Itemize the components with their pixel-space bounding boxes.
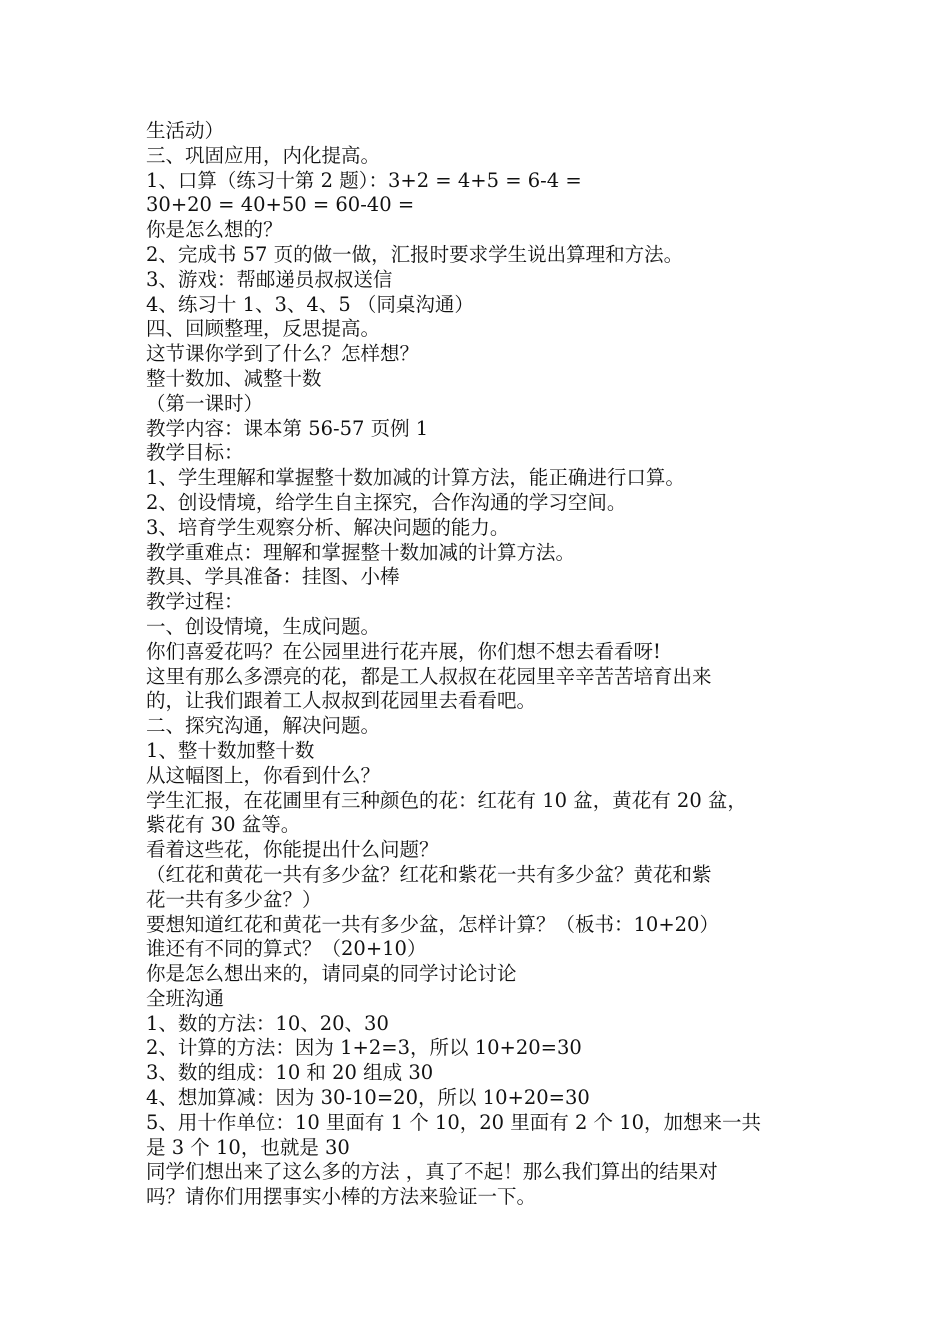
text-line: 全班沟通 bbox=[146, 986, 225, 1010]
text-line: 这节课你学到了什么？怎样想？ bbox=[146, 342, 420, 366]
text-line: 3、数的组成：10 和 20 组成 30 bbox=[146, 1061, 434, 1085]
text-line: 30+20 = 40+50 = 60-40 = bbox=[146, 193, 415, 217]
text-line: 教具、学具准备：挂图、小棒 bbox=[146, 565, 400, 589]
text-line: 2、计算的方法：因为 1+2=3，所以 10+20=30 bbox=[146, 1036, 582, 1060]
text-line: 这里有那么多漂亮的花，都是工人叔叔在花园里辛辛苦苦培育出来 bbox=[146, 664, 712, 688]
text-line: 1、口算（练习十第 2 题）：3+2 = 4+5 = 6-4 = bbox=[146, 168, 582, 192]
text-line: 4、想加算减：因为 30-10=20，所以 10+20=30 bbox=[146, 1086, 590, 1110]
text-line: 3、培育学生观察分析、解决问题的能力。 bbox=[146, 515, 510, 539]
text-line: 1、整十数加整十数 bbox=[146, 738, 315, 762]
text-line: 2、完成书 57 页的做一做，汇报时要求学生说出算理和方法。 bbox=[146, 242, 684, 266]
text-line: 谁还有不同的算式？（20+10） bbox=[146, 937, 427, 961]
text-line: 学生汇报，在花圃里有三种颜色的花：红花有 10 盆，黄花有 20 盆， bbox=[146, 788, 747, 812]
text-line: 你是怎么想出来的，请同桌的同学讨论讨论 bbox=[146, 962, 517, 986]
text-line: 生活动） bbox=[146, 119, 225, 142]
text-line: 花一共有多少盆？） bbox=[146, 887, 322, 911]
text-line: 教学内容：课本第 56-57 页例 1 bbox=[146, 416, 429, 440]
section-heading: 三、巩固应用，内化提高。 bbox=[146, 143, 381, 167]
text-line: 的，让我们跟着工人叔叔到花园里去看看吧。 bbox=[146, 689, 537, 713]
text-line: 4、练习十 1、3、4、5 （同桌沟通） bbox=[146, 292, 474, 316]
lesson-title: 整十数加、减整十数 bbox=[146, 366, 322, 390]
text-line: 5、用十作单位：10 里面有 1 个 10，20 里面有 2 个 10，加想来一共 bbox=[146, 1110, 762, 1134]
section-heading: 一、创设情境，生成问题。 bbox=[146, 614, 381, 638]
text-line: 同学们想出来了这么多的方法 ，真了不起！那么我们算出的结果对 bbox=[146, 1160, 718, 1184]
text-line: 紫花有 30 盆等。 bbox=[146, 813, 301, 837]
text-line: 要想知道红花和黄花一共有多少盆，怎样计算？（板书：10+20） bbox=[146, 912, 719, 936]
text-line: 从这幅图上，你看到什么？ bbox=[146, 763, 381, 787]
text-line: 3、游戏：帮邮递员叔叔送信 bbox=[146, 267, 393, 291]
text-line: 1、学生理解和掌握整十数加减的计算方法，能正确进行口算。 bbox=[146, 466, 685, 490]
section-heading: 二、探究沟通，解决问题。 bbox=[146, 714, 381, 738]
text-line: （红花和黄花一共有多少盆？红花和紫花一共有多少盆？黄花和紫 bbox=[146, 862, 712, 886]
text-line: 1、数的方法：10、20、30 bbox=[146, 1011, 389, 1035]
lesson-subtitle: （第一课时） bbox=[146, 391, 264, 415]
text-line: 是 3 个 10，也就是 30 bbox=[146, 1135, 350, 1159]
text-line: 你们喜爱花吗？在公园里进行花卉展，你们想不想去看看呀! bbox=[146, 639, 661, 663]
text-line: 你是怎么想的？ bbox=[146, 218, 283, 242]
text-line: 教学目标： bbox=[146, 441, 244, 465]
text-line: 看着这些花，你能提出什么问题？ bbox=[146, 838, 439, 862]
text-line: 教学过程： bbox=[146, 590, 244, 614]
text-line: 吗？请你们用摆事实小棒的方法来验证一下。 bbox=[146, 1185, 537, 1209]
section-heading: 四、回顾整理，反思提高。 bbox=[146, 317, 381, 341]
document-body bbox=[146, 119, 836, 1210]
text-line: 教学重难点：理解和掌握整十数加减的计算方法。 bbox=[146, 540, 576, 564]
text-line: 2、创设情境，给学生自主探究，合作沟通的学习空间。 bbox=[146, 490, 627, 514]
